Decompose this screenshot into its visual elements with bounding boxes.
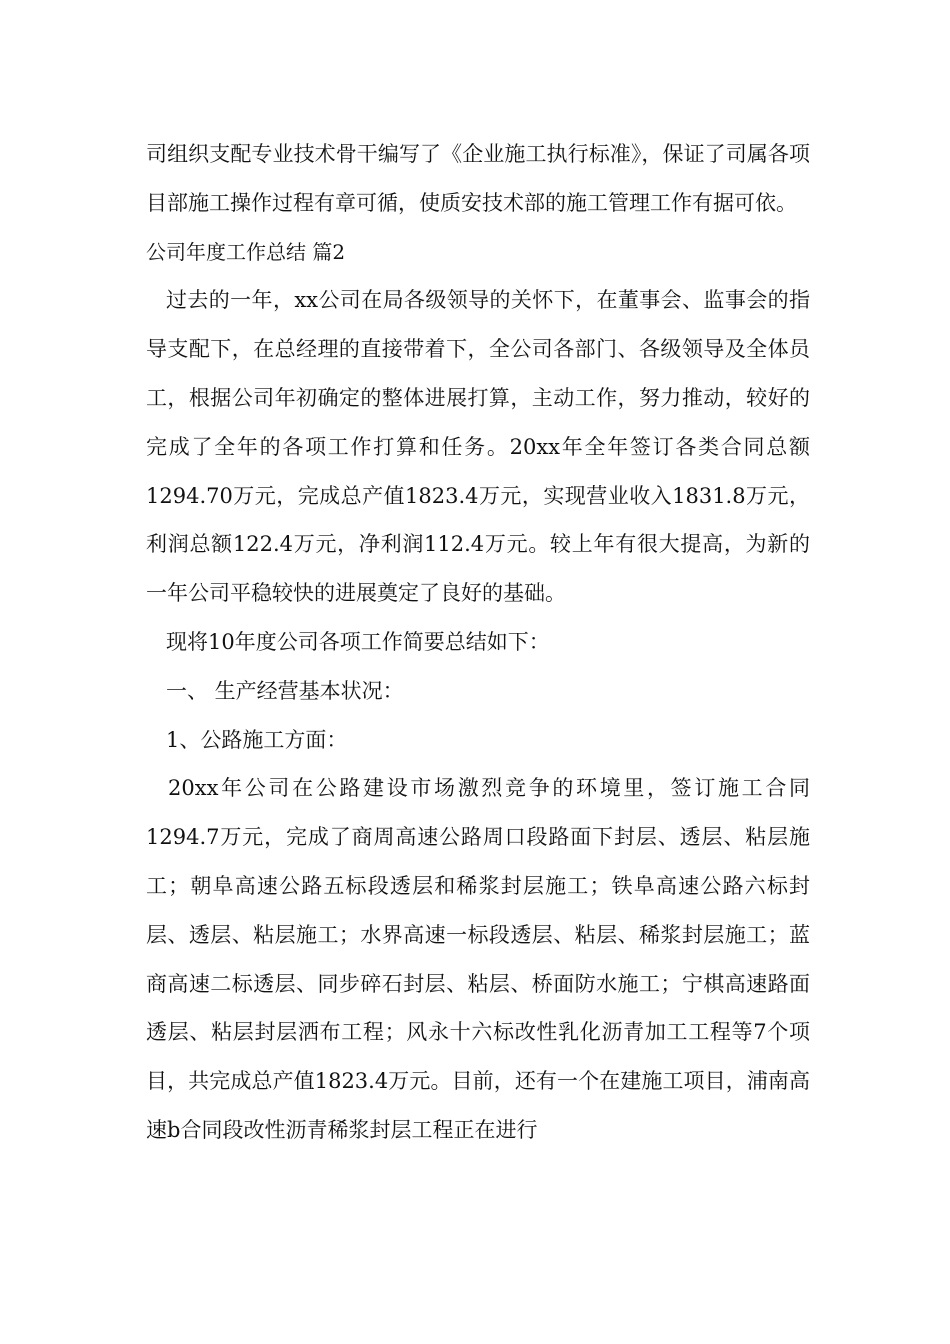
section-heading: 公司年度工作总结 篇2 (146, 239, 346, 264)
subheading-production: 一、 生产经营基本状况： (166, 678, 404, 703)
paragraph-intro: 过去的一年，xx公司在局各级领导的关怀下，在董事会、监事会的指导支配下，在总经理的直接带着下，全公司各部门、各级领导及全体员工，根据公司年初确定的整体进展打算，主动工作，努力推动，较好的完成了全年的各项工作打算和任务。20xx年全年签订各类合同总额1294.70万元，完成总产值1823.4万元，实现营业收入1831.8万元，利润总额122.4万元，净利润112.4万元。较上年有很大提高，为新的一年公司平稳较快的进展奠定了良好的基础。 (146, 288, 810, 606)
subheading-road-construction: 1、公路施工方面： (166, 727, 348, 752)
paragraph-road-construction: 20xx年公司在公路建设市场激烈竞争的环境里，签订施工合同1294.7万元，完成了商周高速公路周口段路面下封层、透层、粘层施工；朝阜高速公路五标段透层和稀浆封层施工；铁阜高速公路六标封层、透层、粘层施工；水界高速一标段透层、粘层、稀浆封层施工；蓝商高速二标透层、同步碎石封层、粘层、桥面防水施工；宁棋高速路面透层、粘层封层洒布工程；风永十六标改性乳化沥青加工工程等7个项目，共完成总产值1823.4万元。目前，还有一个在建施工项目，浦南高速b合同段改性沥青稀浆封层工程正在进行 (146, 776, 810, 1142)
paragraph-continuation: 司组织支配专业技术骨干编写了《企业施工执行标准》，保证了司属各项目部施工操作过程有章可循，使质安技术部的施工管理工作有据可依。 (146, 142, 810, 215)
document-body (146, 130, 810, 1155)
paragraph-summary-lead: 现将10年度公司各项工作简要总结如下： (166, 629, 550, 654)
